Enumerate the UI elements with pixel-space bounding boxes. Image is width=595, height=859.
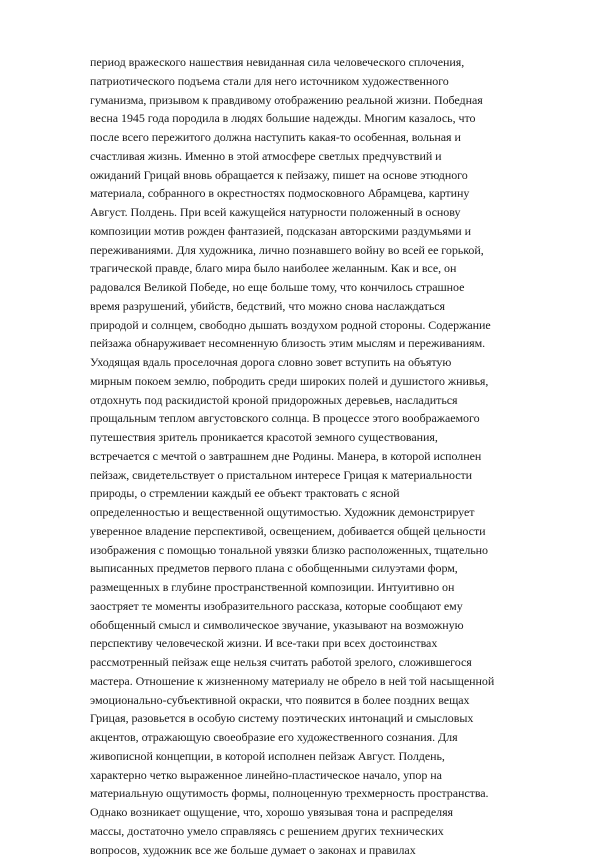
text-line: гуманизма, призывом к правдивому отображению реальной жизни. Победная: [90, 91, 525, 110]
text-line: Однако возникает ощущение, что, хорошо увязывая тона и распределяя: [90, 803, 525, 822]
text-line: период вражеского нашествия невиданная сила человеческого сплочения,: [90, 53, 525, 72]
text-line: отдохнуть под раскидистой кроной придорожных деревьев, насладиться: [90, 391, 525, 410]
text-line: время разрушений, убийств, бедствий, что можно снова наслаждаться: [90, 297, 525, 316]
text-line: материальную ощутимость формы, полноценную трехмерность пространства.: [90, 784, 525, 803]
text-line: встречается с мечтой о завтрашнем дне Родины. Манера, в которой исполнен: [90, 447, 525, 466]
text-line: изображения с помощью тональной увязки близко расположенных, тщательно: [90, 541, 525, 560]
text-line: Грицая, разовьется в особую систему поэтических интонаций и смысловых: [90, 709, 525, 728]
text-line: заостряет те моменты изобразительного рассказа, которые сообщают ему: [90, 597, 525, 616]
body-text: [90, 53, 525, 859]
text-line: мирным покоем землю, побродить среди широких полей и душистого жнивья,: [90, 372, 525, 391]
text-line: акцентов, отражающую своеобразие его художественного сознания. Для: [90, 728, 525, 747]
text-line: вопросов, художник все же больше думает о законах и правилах: [90, 841, 525, 859]
text-line: Август. Полдень. При всей кажущейся натурности положенный в основу: [90, 203, 525, 222]
text-line: радовался Великой Победе, но еще больше тому, что кончилось страшное: [90, 278, 525, 297]
text-line: переживаниями. Для художника, лично познавшего войну во всей ее горькой,: [90, 241, 525, 260]
text-line: мастера. Отношение к жизненному материалу не обрело в ней той насыщенной: [90, 672, 525, 691]
text-line: материала, собранного в окрестностях подмосковного Абрамцева, картину: [90, 184, 525, 203]
text-line: природой и солнцем, свободно дышать воздухом родной стороны. Содержание: [90, 316, 525, 335]
text-line: прощальным теплом августовского солнца. В процессе этого воображаемого: [90, 409, 525, 428]
text-line: уверенное владение перспективой, освещением, добивается общей цельности: [90, 522, 525, 541]
text-line: рассмотренный пейзаж еще нельзя считать работой зрелого, сложившегося: [90, 653, 525, 672]
text-line: размещенных в глубине пространственной композиции. Интуитивно он: [90, 578, 525, 597]
text-line: массы, достаточно умело справляясь с решением других технических: [90, 822, 525, 841]
text-line: счастливая жизнь. Именно в этой атмосфере светлых предчувствий и: [90, 147, 525, 166]
text-line: трагической правде, благо мира было наиболее желанным. Как и все, он: [90, 259, 525, 278]
text-line: эмоционально-субъективной окраски, что появится в более поздних вещах: [90, 691, 525, 710]
text-line: патриотического подъема стали для него источником художественного: [90, 72, 525, 91]
text-line: перспективу человеческой жизни. И все-таки при всех достоинствах: [90, 634, 525, 653]
text-line: ожиданий Грицай вновь обращается к пейзажу, пишет на основе этюдного: [90, 166, 525, 185]
text-line: Уходящая вдаль проселочная дорога словно зовет вступить на объятую: [90, 353, 525, 372]
text-line: живописной концепции, в которой исполнен пейзаж Август. Полдень,: [90, 747, 525, 766]
text-line: путешествия зритель проникается красотой земного существования,: [90, 428, 525, 447]
text-line: характерно четко выраженное линейно-пластическое начало, упор на: [90, 766, 525, 785]
text-line: пейзаж, свидетельствует о пристальном интересе Грицая к материальности: [90, 466, 525, 485]
text-line: композиции мотив рожден фантазией, подсказан авторскими раздумьями и: [90, 222, 525, 241]
text-line: определенностью и вещественной ощутимостью. Художник демонстрирует: [90, 503, 525, 522]
text-line: весна 1945 года породила в людях большие надежды. Многим казалось, что: [90, 109, 525, 128]
text-line: природы, о стремлении каждый ее объект трактовать с ясной: [90, 484, 525, 503]
text-line: после всего пережитого должна наступить какая-то особенная, вольная и: [90, 128, 525, 147]
text-line: обобщенный смысл и символическое звучание, указывают на возможную: [90, 616, 525, 635]
text-line: выписанных предметов первого плана с обобщенными силуэтами форм,: [90, 559, 525, 578]
text-line: пейзажа обнаруживает несомненную близость этим мыслям и переживаниям.: [90, 334, 525, 353]
